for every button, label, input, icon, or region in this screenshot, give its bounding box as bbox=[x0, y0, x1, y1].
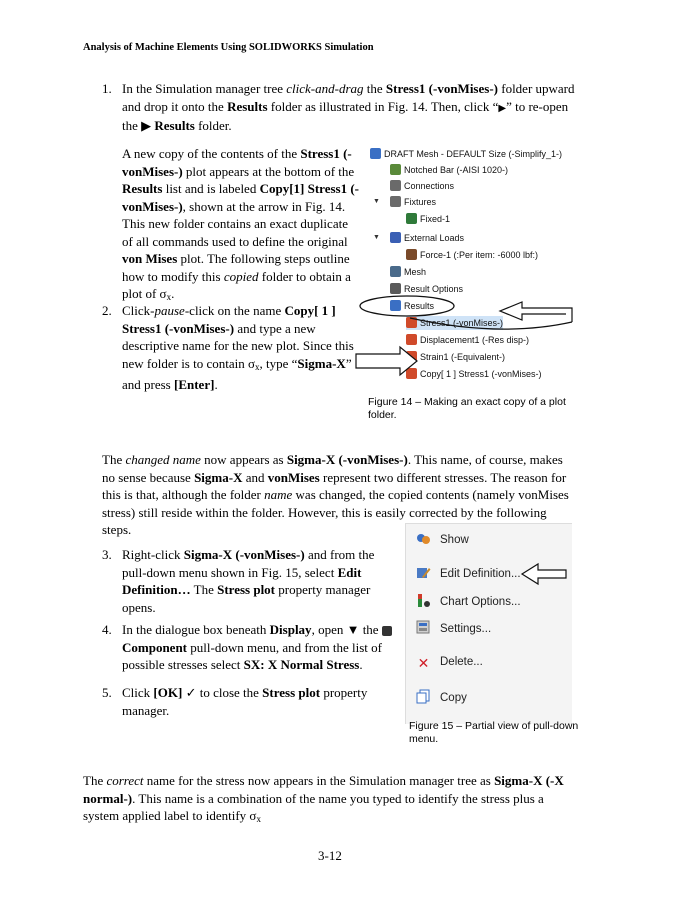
loads-icon bbox=[390, 232, 401, 243]
menu-item-edit-definition[interactable]: Edit Definition... bbox=[416, 564, 521, 584]
copy-pointer-arrow bbox=[356, 347, 417, 375]
running-header: Analysis of Machine Elements Using SOLIDWORKS Simulation bbox=[83, 42, 374, 53]
chart-options-icon bbox=[416, 593, 431, 608]
copy-icon bbox=[416, 689, 431, 704]
settings-icon bbox=[416, 620, 431, 635]
tree-item[interactable]: Fixtures bbox=[390, 195, 436, 209]
step-4-number: 4. bbox=[102, 622, 112, 637]
figure-14-annotations bbox=[350, 290, 580, 380]
menu-item-show[interactable]: Show bbox=[416, 530, 469, 550]
edit-definition-pointer-arrow bbox=[520, 560, 570, 590]
context-menu bbox=[405, 523, 572, 724]
step-1-text: In the Simulation manager tree click-and-drag the Stress1 (-vonMises-) folder upward and drop it onto the Results folder as illustrated in Fig. 14. Then, click “▶” to re-open the ▶ Results folder. bbox=[122, 81, 575, 133]
tree-item[interactable]: Connections bbox=[390, 179, 454, 193]
tree-item[interactable]: Strain1 (-Equivalent-) bbox=[406, 350, 505, 364]
tree-item[interactable]: DRAFT Mesh - DEFAULT Size (-Simplify_1-) bbox=[370, 147, 562, 161]
material-icon bbox=[390, 164, 401, 175]
fixed-icon bbox=[406, 213, 417, 224]
expand-caret-icon[interactable]: ▼ bbox=[373, 198, 380, 205]
fixtures-icon bbox=[390, 196, 401, 207]
component-icon bbox=[382, 626, 392, 636]
tree-item[interactable]: Displacement1 (-Res disp-) bbox=[406, 333, 529, 347]
tree-item[interactable]: Notched Bar (-AISI 1020-) bbox=[390, 163, 508, 177]
step-2-text: Click-pause-click on the name Copy[ 1 ] Stress1 (-vonMises-) and type a new descriptive name for the new plot. Since this new folder is to contain $\sigma_x$, type “Sigma-X” and press [Enter]. bbox=[122, 303, 354, 392]
tree-item[interactable]: Result Options bbox=[390, 282, 463, 296]
expand-caret-icon[interactable]: ▼ bbox=[373, 234, 380, 241]
copy-explanation-paragraph: A new copy of the contents of the Stress1 (-vonMises-) plot appears at the bottom of the Results list and is labeled Copy[1] Stress1 (-vonMises-), shown at the arrow in Fig. 14. This new folder contains an exact duplicate of all commands used to define the original von Mises plot. The following steps outline how to modify this copied folder to obtain a plot of $\sigma_x$. bbox=[122, 146, 359, 302]
tree-item-stress1[interactable]: Stress1 (-vonMises-) bbox=[406, 316, 503, 330]
drag-curve-arrow bbox=[410, 318, 572, 329]
delete-icon: ✕ bbox=[417, 655, 430, 671]
correct-name-paragraph: The correct name for the stress now appears in the Simulation manager tree as Sigma-X (-X normal-). This name is a combination of the name you typed to identify the stress plus a system applied label to identify $\sigma_x$ bbox=[83, 773, 564, 824]
edit-definition-icon bbox=[416, 565, 431, 580]
show-icon bbox=[416, 531, 431, 546]
tree-item[interactable]: Fixed-1 bbox=[406, 212, 450, 226]
part-icon bbox=[370, 148, 381, 159]
figure-15-caption: Figure 15 – Partial view of pull-down menu. bbox=[409, 720, 579, 745]
step-3-text: Right-click Sigma-X (-vonMises-) and from the pull-down menu shown in Fig. 15, select Edit Definition… The Stress plot property manager opens. bbox=[122, 547, 375, 615]
figure-14-caption: Figure 14 – Making an exact copy of a plot folder. bbox=[368, 396, 566, 421]
page-number: 3-12 bbox=[318, 848, 342, 863]
drag-arrowhead bbox=[500, 302, 572, 322]
tree-item[interactable]: Force-1 (:Per item: -6000 lbf:) bbox=[406, 248, 538, 262]
results-highlight-ellipse bbox=[360, 296, 454, 316]
step-4-text: In the dialogue box beneath Display, open ▼ the Component pull-down menu, and from the list of possible stresses select SX: X Normal Stress. bbox=[122, 621, 397, 674]
step-3-number: 3. bbox=[102, 547, 112, 562]
tree-item-copy[interactable]: Copy[ 1 ] Stress1 (-vonMises-) bbox=[406, 367, 542, 381]
menu-item-delete[interactable]: ✕ Delete... bbox=[417, 655, 483, 671]
menu-item-settings[interactable]: Settings... bbox=[416, 619, 491, 639]
changed-name-paragraph: The changed name now appears as Sigma-X (-vonMises-). This name, of course, makes no sense because Sigma-X and vonMises represent two different stresses. The reason for this is that, although the folder name was changed, the copied contents (namely vonMises stress) still reside within the folder. However, this is easily corrected by the following steps. bbox=[102, 452, 569, 537]
step-1-number: 1. bbox=[102, 81, 112, 96]
step-5-number: 5. bbox=[102, 685, 112, 700]
tree-item-results[interactable]: Results bbox=[390, 299, 434, 313]
tree-item[interactable]: Mesh bbox=[390, 265, 426, 279]
tree-item[interactable]: External Loads bbox=[390, 231, 464, 245]
menu-item-chart-options[interactable]: Chart Options... bbox=[416, 592, 521, 612]
menu-item-copy[interactable]: Copy bbox=[416, 688, 467, 708]
force-icon bbox=[406, 249, 417, 260]
step-5-text: Click [OK] ✓ to close the Stress plot property manager. bbox=[122, 685, 368, 718]
connections-icon bbox=[390, 180, 401, 191]
mesh-icon bbox=[390, 266, 401, 277]
step-2-number: 2. bbox=[102, 303, 112, 318]
